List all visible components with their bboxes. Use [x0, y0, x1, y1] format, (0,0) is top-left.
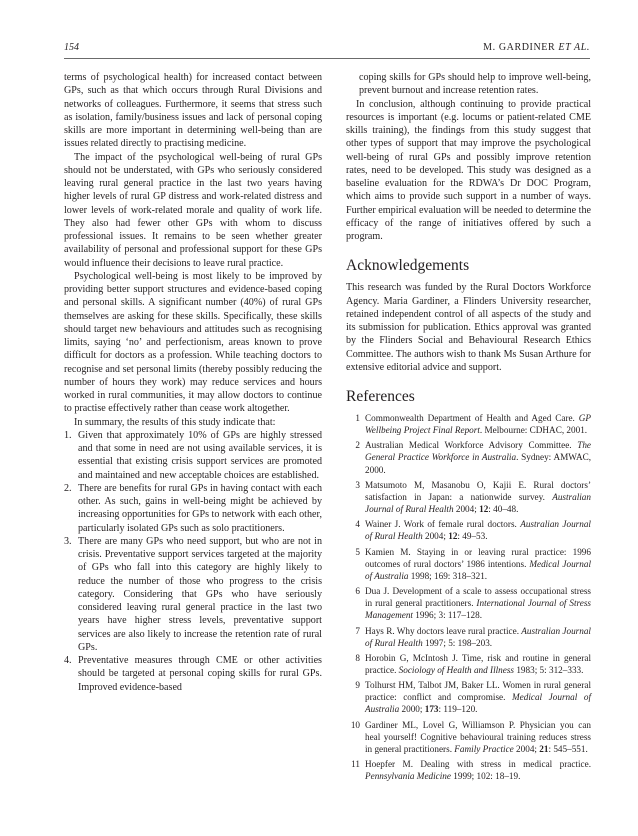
reference-volume: 21: [539, 743, 549, 754]
reference-text: Gardiner ML, Lovel G, Williamson P. Physician you can heal yourself! Cognitive behavioural training reduces stress in general practitioners.: [365, 719, 591, 754]
reference-text: Matsumoto M, Masanobu O, Kajii E. Rural doctors’ satisfaction in Japan: a nationwide survey.: [365, 479, 591, 502]
paragraph-wellbeing: Psychological well-being is most likely to be improved by providing better support structures and evidence-based coping and personal skills. A significant number (40%) of rural GPs themselves are asking for these skills. Specifically, these skills should target new behaviours and attitudes such as recognising limits, saying ‘no’ and perfectionism, areas known to prove difficult for doctors as a profession. While teaching doctors to recognise and set personal limits (thereby possibly reducing the number of hours they work) may reduce services and hours worked in rural communities, it may allow doctors to continue to practise effectively rather than cease work altogether.: [64, 270, 322, 415]
reference-item: [346, 412, 591, 436]
reference-item: [346, 479, 591, 515]
paragraph-conclusion: In conclusion, although continuing to provide practical resources is important (e.g. locums or patient-related CME skills training), the findings from this study suggest that other types of support that may improve the psychological well-being of rural GPs and possibly improve retention rates, need to be developed. This study was designed as a baseline evaluation for the RDWA’s Dr DOC Program, which aims to provide such support in a number of ways. Further empirical evaluation will be needed to determine the efficacy of the range of initiatives offered by such a program.: [346, 98, 591, 242]
paragraph-summary-intro: In summary, the results of this study indicate that:: [74, 416, 276, 428]
reference-text: Australian Medical Workforce Advisory Committee.: [365, 440, 578, 451]
summary-item-text: There are many GPs who need support, but who are not in crisis. Preventative support services targeted at the majority of GPs who fall into this category are highly likely to reduce the number of those who progress to the crisis category. Considering that GPs who have seriously considered leaving rural general practice in the last two years have higher stress levels, preventative support services are also likely to increase the retention rate of rural GPs.: [78, 535, 322, 653]
summary-item-number: 4.: [64, 655, 72, 666]
reference-number: 11: [351, 759, 360, 770]
reference-detail: 1983; 5: 312–333.: [514, 664, 584, 675]
summary-item: [64, 654, 322, 694]
reference-item: [346, 625, 591, 649]
page-number: 154: [64, 42, 79, 53]
reference-pages: : 119–120.: [438, 704, 478, 715]
reference-detail: 2000;: [399, 704, 425, 715]
reference-detail: . Sydney: AMWAC, 2000.: [365, 452, 592, 475]
paragraph-impact: The impact of the psychological well-being of rural GPs should not be understated, with GPs who seriously considered leaving rural general practice in the last two years having higher levels of rural GP distress and work-related distress and lower levels of work-related morale and quality of work life. They also had fewer other GPs with whom to discuss professional issues. It remains to be seen whether greater availability of personal and professional support for these GPs would influence their decisions to leave rural practice.: [64, 151, 322, 269]
running-head: [483, 42, 590, 53]
reference-journal: The General Practice Workforce in Australia: [365, 440, 591, 463]
reference-item: [346, 439, 591, 475]
summary-item: [64, 535, 322, 654]
reference-journal: Medical Journal of Australia: [365, 692, 591, 715]
reference-journal: Sociology of Health and Illness: [398, 664, 515, 675]
reference-journal: Medical Journal of Australia: [365, 558, 591, 581]
reference-item: [346, 719, 591, 755]
reference-number: 3: [355, 479, 360, 490]
acknowledgements-heading: Acknowledgements: [346, 257, 470, 275]
header-rule: [64, 58, 590, 59]
reference-number: 7: [355, 625, 360, 636]
reference-number: 1: [355, 413, 360, 423]
acknowledgements-text: This research was funded by the Rural Doctors Workforce Agency. Maria Gardiner, a Flinders University researcher, retained independent control of all aspects of the study and its submission for publication. Ethics approval was granted by the Flinders Social and Behavioural Research Ethics Committee. The authors wish to thank Ms Susan Arthure for extensive editorial advice and support.: [346, 282, 591, 373]
summary-item-number: 3.: [64, 535, 72, 547]
reference-number: 9: [355, 680, 360, 691]
summary-list: [64, 429, 322, 694]
reference-detail: 1999; 102: 18–19.: [450, 771, 521, 782]
reference-detail: 2004;: [422, 531, 449, 542]
summary-item-text: There are benefits for rural GPs in having contact with each other. As such, gains in well-being might be achieved by increasing opportunities for GPs to network with each other, particularly isolated GPs such as solo practitioners.: [78, 482, 322, 534]
reference-pages: : 40–48.: [488, 504, 519, 515]
reference-text: Kamien M. Staying in or leaving rural practice: 1996 outcomes of rural doctors’ 1986 intentions.: [365, 546, 591, 569]
summary-item-text: Given that approximately 10% of GPs are highly stressed and that some in need are not using available services, it is essential that existing crisis support services are promoted and maintained and new acceptable choices are established.: [78, 429, 322, 481]
reference-detail: 1996; 3: 117–128.: [412, 610, 483, 621]
summary-item-number: 2.: [64, 482, 72, 494]
summary-item-continued: coping skills for GPs should help to improve well-being, prevent burnout and increase retention rates.: [359, 72, 591, 97]
references-heading: References: [346, 388, 415, 405]
reference-text: Horobin G, McIntosh J. Time, risk and routine in general practice.: [365, 652, 591, 675]
reference-detail: 2004;: [513, 743, 540, 754]
reference-detail: 1998; 169: 318–321.: [408, 570, 488, 581]
reference-journal: GP Wellbeing Project Final Report: [365, 413, 591, 436]
reference-volume: 12: [479, 504, 489, 515]
right-column: [346, 71, 591, 785]
reference-list: [346, 412, 591, 782]
reference-item: [346, 679, 591, 715]
reference-number: 2: [355, 440, 360, 451]
reference-item: [346, 518, 591, 542]
reference-journal: International Journal of Stress Management: [365, 598, 591, 621]
running-head-etal: ET AL.: [558, 42, 590, 53]
reference-text: Dua J. Development of a scale to assess occupational stress in rural general practitioners.: [365, 586, 591, 609]
reference-number: 8: [355, 652, 360, 663]
summary-item: [64, 482, 322, 535]
reference-detail: 1997; 5: 198–203.: [422, 637, 493, 648]
reference-detail: 2004;: [453, 504, 480, 515]
left-column: [64, 71, 322, 694]
reference-number: 5: [355, 546, 360, 557]
reference-text: Tolhurst HM, Talbot JM, Baker LL. Women in rural general practice: conflict and compromise.: [365, 680, 591, 703]
reference-pages: : 545–551.: [548, 743, 588, 754]
reference-volume: 173: [424, 704, 439, 715]
summary-item-number: 1.: [64, 429, 72, 441]
running-head-author: M. GARDINER: [483, 42, 556, 53]
reference-text: Hoepfer M. Dealing with stress in medical practice.: [365, 759, 591, 770]
reference-journal: Australian Journal of Rural Health: [365, 519, 591, 542]
running-header: [64, 42, 590, 56]
summary-item: [64, 429, 322, 482]
reference-item: [346, 546, 591, 582]
reference-item: [346, 652, 591, 676]
reference-journal: Pennsylvania Medicine: [365, 771, 451, 782]
reference-pages: : 49–53.: [457, 531, 488, 542]
reference-journal: Australian Journal of Rural Health: [365, 625, 591, 648]
reference-text: Commonwealth Department of Health and Aged Care.: [365, 413, 579, 423]
reference-item: [346, 585, 591, 621]
reference-number: 6: [355, 586, 360, 597]
reference-number: 10: [350, 719, 360, 730]
reference-text: Wainer J. Work of female rural doctors.: [365, 519, 521, 530]
summary-item-text: Preventative measures through CME or other activities should be targeted at personal coping skills for rural GPs. Improved evidence-based: [78, 655, 322, 693]
reference-journal: Australian Journal of Rural Health: [365, 491, 591, 515]
reference-detail: . Melbourne: CDHAC, 2001.: [479, 425, 588, 436]
paragraph-continued: terms of psychological health) for increased contact between GPs, such as that which occurs through Rural Divisions and networks of colleagues. Furthermore, it seems that stress such as isolation, family/business issues and lack of personal coping skills are more important in determining well-being than are issues related directly to practising medicine.: [64, 72, 322, 150]
reference-volume: 12: [448, 531, 458, 542]
reference-number: 4: [355, 519, 360, 530]
reference-journal: Family Practice: [454, 743, 514, 754]
reference-item: [346, 758, 591, 782]
reference-text: Hays R. Why doctors leave rural practice.: [365, 625, 522, 636]
